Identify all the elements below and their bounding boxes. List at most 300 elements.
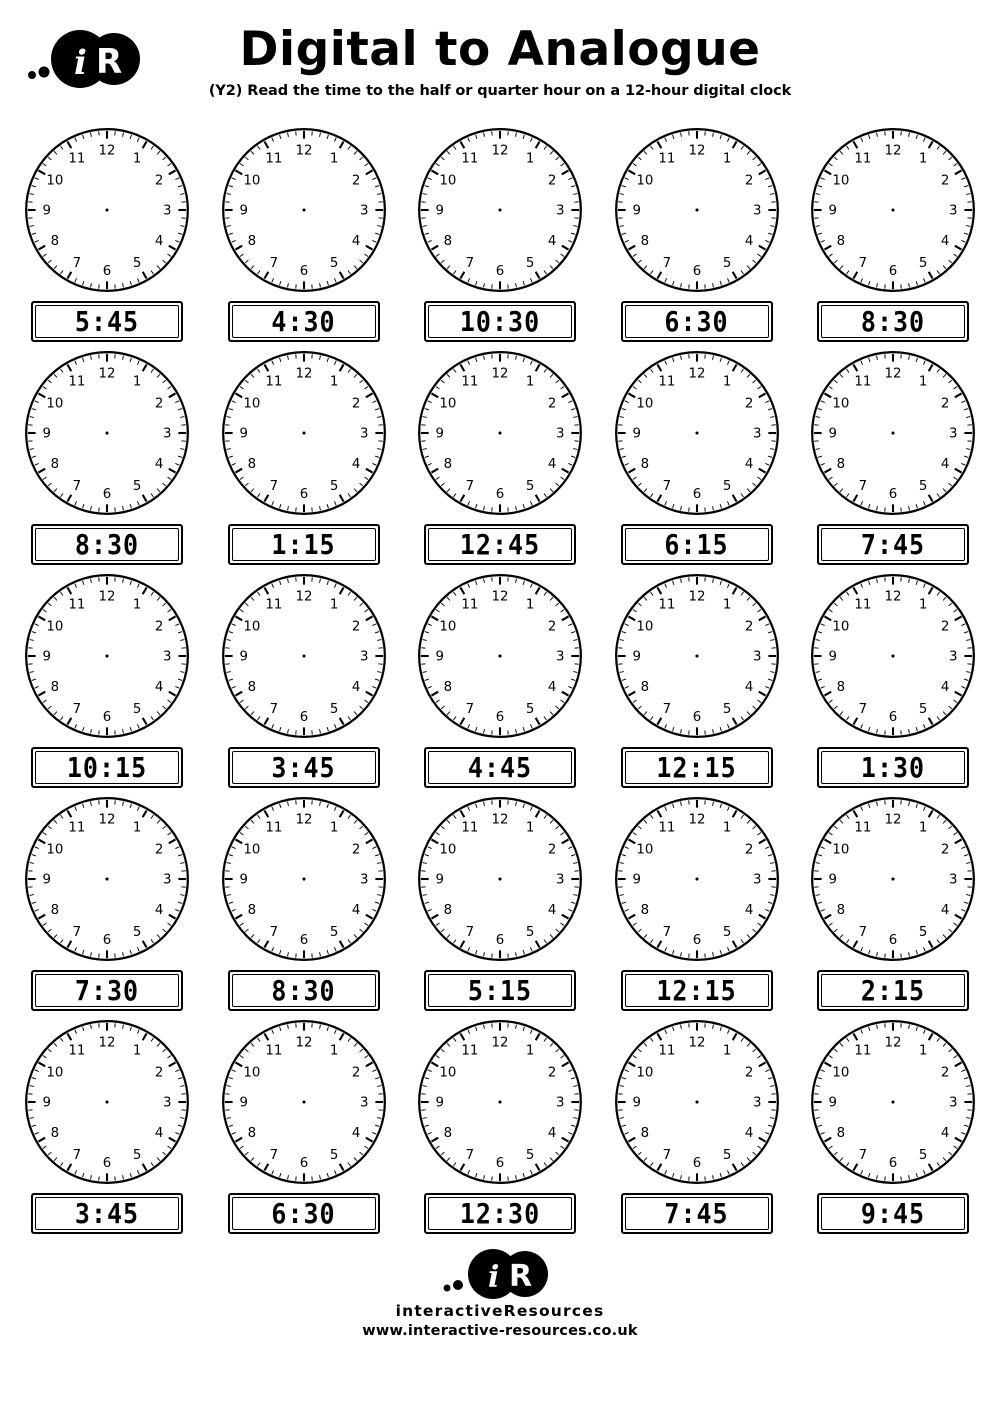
svg-text:7: 7 bbox=[465, 1147, 475, 1163]
svg-text:3: 3 bbox=[555, 426, 565, 442]
svg-text:11: 11 bbox=[461, 597, 479, 613]
svg-text:7: 7 bbox=[72, 255, 82, 271]
svg-text:6: 6 bbox=[299, 932, 308, 948]
svg-text:11: 11 bbox=[68, 1043, 86, 1059]
worksheet-row bbox=[18, 347, 982, 565]
svg-text:2: 2 bbox=[351, 396, 360, 412]
clock-face-svg bbox=[218, 1016, 390, 1188]
svg-text:8: 8 bbox=[443, 679, 453, 695]
clock-cell bbox=[804, 1016, 982, 1234]
svg-text:8: 8 bbox=[640, 456, 649, 472]
svg-text:1: 1 bbox=[525, 374, 535, 390]
digital-time-inner bbox=[35, 1197, 179, 1230]
svg-text:9: 9 bbox=[435, 649, 445, 665]
clock-face-svg bbox=[611, 124, 783, 296]
svg-text:8: 8 bbox=[836, 233, 846, 249]
svg-text:4: 4 bbox=[940, 679, 950, 695]
svg-text:7: 7 bbox=[858, 478, 868, 494]
svg-text:4: 4 bbox=[547, 1125, 557, 1141]
svg-text:9: 9 bbox=[239, 872, 248, 888]
svg-text:9: 9 bbox=[435, 426, 445, 442]
clock-face-svg bbox=[218, 570, 390, 742]
svg-text:10: 10 bbox=[635, 396, 653, 412]
svg-text:9: 9 bbox=[828, 426, 838, 442]
svg-text:11: 11 bbox=[657, 820, 675, 836]
analogue-clock-face[interactable] bbox=[218, 1016, 390, 1188]
page-footer bbox=[0, 1248, 1000, 1339]
svg-text:6: 6 bbox=[102, 932, 112, 948]
clock-face-svg bbox=[21, 1016, 193, 1188]
svg-text:3: 3 bbox=[752, 649, 761, 665]
analogue-clock-face[interactable] bbox=[807, 793, 979, 965]
svg-text:6: 6 bbox=[692, 486, 701, 502]
clock-face-svg bbox=[807, 793, 979, 965]
svg-text:2: 2 bbox=[351, 842, 360, 858]
svg-text:3: 3 bbox=[948, 426, 958, 442]
svg-text:11: 11 bbox=[68, 597, 86, 613]
digital-time-text: 4:30 bbox=[271, 305, 336, 338]
svg-text:10: 10 bbox=[439, 396, 457, 412]
svg-text:6: 6 bbox=[102, 486, 112, 502]
svg-text:11: 11 bbox=[264, 820, 282, 836]
svg-text:5: 5 bbox=[329, 924, 338, 940]
svg-text:12: 12 bbox=[884, 143, 902, 159]
clock-face-svg bbox=[807, 124, 979, 296]
clock-face-svg bbox=[218, 124, 390, 296]
digital-time-text: 3:45 bbox=[271, 751, 336, 784]
digital-time-display bbox=[424, 747, 576, 788]
svg-text:6: 6 bbox=[495, 486, 505, 502]
svg-text:7: 7 bbox=[269, 1147, 278, 1163]
analogue-clock-face[interactable] bbox=[218, 347, 390, 519]
digital-time-text: 5:45 bbox=[74, 305, 140, 338]
svg-text:10: 10 bbox=[635, 619, 653, 635]
svg-text:i: i bbox=[74, 43, 87, 83]
analogue-clock-face[interactable] bbox=[218, 124, 390, 296]
svg-text:10: 10 bbox=[439, 1065, 457, 1081]
svg-text:12: 12 bbox=[98, 366, 116, 382]
digital-time-inner bbox=[821, 528, 965, 561]
digital-time-inner bbox=[821, 751, 965, 784]
clock-face-svg bbox=[414, 793, 586, 965]
digital-time-inner bbox=[232, 1197, 376, 1230]
digital-time-inner bbox=[625, 974, 769, 1007]
clock-cell bbox=[608, 1016, 786, 1234]
svg-text:6: 6 bbox=[495, 1155, 505, 1171]
analogue-clock-face[interactable] bbox=[218, 793, 390, 965]
svg-text:11: 11 bbox=[461, 1043, 479, 1059]
svg-text:4: 4 bbox=[744, 456, 753, 472]
svg-text:10: 10 bbox=[832, 173, 850, 189]
clock-cell bbox=[804, 124, 982, 342]
digital-time-display bbox=[817, 747, 969, 788]
svg-text:3: 3 bbox=[359, 203, 368, 219]
svg-text:10: 10 bbox=[46, 173, 64, 189]
svg-text:4: 4 bbox=[940, 1125, 950, 1141]
svg-text:6: 6 bbox=[692, 1155, 701, 1171]
svg-text:10: 10 bbox=[832, 619, 850, 635]
footer-website-url[interactable]: www.interactive-resources.co.uk bbox=[362, 1323, 638, 1339]
svg-text:11: 11 bbox=[854, 820, 872, 836]
digital-time-text: 10:30 bbox=[459, 305, 541, 338]
svg-text:5: 5 bbox=[918, 255, 928, 271]
svg-text:8: 8 bbox=[443, 1125, 453, 1141]
digital-time-display bbox=[31, 1193, 183, 1234]
digital-time-text: 8:30 bbox=[271, 974, 336, 1007]
svg-text:11: 11 bbox=[264, 374, 282, 390]
svg-text:6: 6 bbox=[888, 932, 898, 948]
analogue-clock-face[interactable] bbox=[807, 124, 979, 296]
clock-face-svg bbox=[218, 793, 390, 965]
analogue-clock-face[interactable] bbox=[414, 793, 586, 965]
svg-text:4: 4 bbox=[940, 233, 950, 249]
svg-text:11: 11 bbox=[854, 597, 872, 613]
analogue-clock-face[interactable] bbox=[414, 1016, 586, 1188]
svg-text:12: 12 bbox=[295, 1035, 312, 1051]
svg-text:10: 10 bbox=[832, 396, 850, 412]
svg-text:6: 6 bbox=[692, 709, 701, 725]
svg-text:6: 6 bbox=[102, 709, 112, 725]
svg-text:5: 5 bbox=[722, 478, 731, 494]
svg-text:10: 10 bbox=[242, 173, 260, 189]
digital-time-text: 5:15 bbox=[467, 974, 533, 1007]
svg-text:11: 11 bbox=[854, 374, 872, 390]
svg-text:2: 2 bbox=[940, 619, 950, 635]
svg-text:4: 4 bbox=[940, 456, 950, 472]
clock-face-svg bbox=[611, 570, 783, 742]
svg-text:3: 3 bbox=[359, 426, 368, 442]
svg-text:3: 3 bbox=[555, 203, 565, 219]
digital-time-display bbox=[621, 1193, 773, 1234]
svg-text:6: 6 bbox=[495, 263, 505, 279]
svg-text:1: 1 bbox=[918, 374, 928, 390]
svg-text:9: 9 bbox=[632, 426, 641, 442]
svg-text:8: 8 bbox=[640, 902, 649, 918]
clock-cell bbox=[215, 347, 393, 565]
svg-text:9: 9 bbox=[828, 649, 838, 665]
digital-time-display bbox=[817, 970, 969, 1011]
svg-text:12: 12 bbox=[884, 1035, 902, 1051]
svg-text:4: 4 bbox=[351, 1125, 360, 1141]
svg-text:10: 10 bbox=[439, 842, 457, 858]
digital-time-inner bbox=[821, 305, 965, 338]
svg-text:12: 12 bbox=[98, 1035, 116, 1051]
digital-time-display bbox=[31, 524, 183, 565]
svg-text:5: 5 bbox=[329, 255, 338, 271]
clock-cell bbox=[215, 124, 393, 342]
svg-text:10: 10 bbox=[439, 173, 457, 189]
digital-time-display bbox=[621, 301, 773, 342]
svg-text:5: 5 bbox=[918, 478, 928, 494]
svg-text:4: 4 bbox=[744, 902, 753, 918]
clock-cell bbox=[608, 793, 786, 1011]
clock-face-svg bbox=[218, 347, 390, 519]
svg-text:7: 7 bbox=[465, 924, 475, 940]
clock-face-svg bbox=[414, 570, 586, 742]
clock-cell bbox=[18, 793, 196, 1011]
analogue-clock-face[interactable] bbox=[21, 570, 193, 742]
svg-text:2: 2 bbox=[547, 842, 557, 858]
analogue-clock-face[interactable] bbox=[611, 1016, 783, 1188]
svg-text:2: 2 bbox=[744, 1065, 753, 1081]
svg-text:9: 9 bbox=[632, 649, 641, 665]
svg-text:4: 4 bbox=[351, 456, 360, 472]
svg-text:9: 9 bbox=[632, 203, 641, 219]
svg-text:7: 7 bbox=[269, 924, 278, 940]
svg-text:6: 6 bbox=[888, 709, 898, 725]
svg-text:7: 7 bbox=[465, 255, 475, 271]
svg-text:8: 8 bbox=[247, 902, 256, 918]
svg-text:10: 10 bbox=[635, 842, 653, 858]
svg-text:12: 12 bbox=[688, 366, 705, 382]
svg-text:7: 7 bbox=[858, 924, 868, 940]
digital-time-display bbox=[621, 747, 773, 788]
svg-text:9: 9 bbox=[42, 203, 52, 219]
svg-text:4: 4 bbox=[154, 902, 164, 918]
svg-text:5: 5 bbox=[132, 255, 142, 271]
digital-time-inner bbox=[428, 305, 572, 338]
clock-face-svg bbox=[807, 1016, 979, 1188]
digital-time-text: 9:45 bbox=[860, 1197, 926, 1230]
svg-text:11: 11 bbox=[264, 151, 282, 167]
svg-text:6: 6 bbox=[299, 263, 308, 279]
digital-time-inner bbox=[232, 528, 376, 561]
clock-cell bbox=[411, 1016, 589, 1234]
analogue-clock-face[interactable] bbox=[21, 793, 193, 965]
svg-text:12: 12 bbox=[295, 143, 312, 159]
svg-text:i: i bbox=[488, 1260, 500, 1295]
svg-text:3: 3 bbox=[162, 1095, 172, 1111]
svg-text:12: 12 bbox=[884, 812, 902, 828]
digital-time-inner bbox=[232, 751, 376, 784]
svg-text:6: 6 bbox=[299, 709, 308, 725]
svg-text:2: 2 bbox=[940, 1065, 950, 1081]
digital-time-inner bbox=[428, 528, 572, 561]
worksheet-row bbox=[18, 1016, 982, 1234]
digital-time-text: 7:30 bbox=[74, 974, 140, 1007]
digital-time-text: 1:30 bbox=[860, 751, 926, 784]
digital-time-text: 8:30 bbox=[860, 305, 926, 338]
digital-time-text: 6:30 bbox=[271, 1197, 336, 1230]
svg-text:5: 5 bbox=[722, 924, 731, 940]
svg-text:4: 4 bbox=[154, 679, 164, 695]
svg-text:6: 6 bbox=[299, 1155, 308, 1171]
svg-text:4: 4 bbox=[351, 679, 360, 695]
digital-time-inner bbox=[625, 751, 769, 784]
svg-text:2: 2 bbox=[744, 173, 753, 189]
svg-text:10: 10 bbox=[46, 619, 64, 635]
analogue-clock-face[interactable] bbox=[21, 1016, 193, 1188]
analogue-clock-face[interactable] bbox=[611, 793, 783, 965]
analogue-clock-face[interactable] bbox=[611, 124, 783, 296]
digital-time-text: 8:30 bbox=[74, 528, 140, 561]
svg-text:3: 3 bbox=[555, 649, 565, 665]
svg-text:5: 5 bbox=[525, 478, 535, 494]
svg-text:8: 8 bbox=[836, 1125, 846, 1141]
svg-text:1: 1 bbox=[132, 597, 142, 613]
svg-text:2: 2 bbox=[547, 173, 557, 189]
digital-time-display bbox=[31, 747, 183, 788]
worksheet-row bbox=[18, 570, 982, 788]
svg-text:2: 2 bbox=[940, 173, 950, 189]
svg-text:9: 9 bbox=[239, 649, 248, 665]
svg-text:7: 7 bbox=[269, 478, 278, 494]
svg-text:3: 3 bbox=[162, 649, 172, 665]
svg-text:7: 7 bbox=[858, 1147, 868, 1163]
svg-text:8: 8 bbox=[247, 1125, 256, 1141]
svg-text:5: 5 bbox=[722, 701, 731, 717]
svg-text:3: 3 bbox=[359, 1095, 368, 1111]
svg-text:10: 10 bbox=[439, 619, 457, 635]
svg-text:8: 8 bbox=[640, 1125, 649, 1141]
clock-cell bbox=[18, 1016, 196, 1234]
svg-text:4: 4 bbox=[154, 456, 164, 472]
svg-text:7: 7 bbox=[72, 924, 82, 940]
svg-text:11: 11 bbox=[68, 151, 86, 167]
svg-text:9: 9 bbox=[828, 872, 838, 888]
digital-time-display bbox=[228, 301, 380, 342]
svg-text:5: 5 bbox=[132, 701, 142, 717]
digital-time-display bbox=[228, 970, 380, 1011]
svg-text:4: 4 bbox=[351, 233, 360, 249]
svg-text:1: 1 bbox=[132, 374, 142, 390]
clock-face-svg bbox=[611, 1016, 783, 1188]
svg-text:3: 3 bbox=[359, 872, 368, 888]
digital-time-display bbox=[228, 524, 380, 565]
digital-time-inner bbox=[35, 305, 179, 338]
analogue-clock-face[interactable] bbox=[807, 347, 979, 519]
svg-text:5: 5 bbox=[525, 255, 535, 271]
svg-text:2: 2 bbox=[744, 842, 753, 858]
clock-cell bbox=[411, 570, 589, 788]
svg-text:12: 12 bbox=[98, 812, 116, 828]
svg-text:9: 9 bbox=[435, 203, 445, 219]
svg-text:11: 11 bbox=[461, 151, 479, 167]
svg-text:3: 3 bbox=[948, 203, 958, 219]
clock-face-svg bbox=[414, 1016, 586, 1188]
digital-time-display bbox=[424, 970, 576, 1011]
svg-text:1: 1 bbox=[132, 151, 142, 167]
svg-text:7: 7 bbox=[465, 478, 475, 494]
svg-text:7: 7 bbox=[662, 478, 671, 494]
svg-text:11: 11 bbox=[657, 151, 675, 167]
svg-text:9: 9 bbox=[42, 872, 52, 888]
digital-time-text: 12:30 bbox=[459, 1197, 541, 1230]
svg-text:11: 11 bbox=[657, 597, 675, 613]
digital-time-display bbox=[228, 747, 380, 788]
svg-text:2: 2 bbox=[154, 396, 164, 412]
svg-text:12: 12 bbox=[295, 589, 312, 605]
svg-text:6: 6 bbox=[692, 932, 701, 948]
svg-text:1: 1 bbox=[918, 597, 928, 613]
svg-text:7: 7 bbox=[269, 255, 278, 271]
analogue-clock-face[interactable] bbox=[414, 570, 586, 742]
digital-time-display bbox=[424, 1193, 576, 1234]
svg-text:3: 3 bbox=[555, 1095, 565, 1111]
svg-text:2: 2 bbox=[744, 619, 753, 635]
svg-text:10: 10 bbox=[242, 396, 260, 412]
svg-text:2: 2 bbox=[154, 1065, 164, 1081]
clock-face-svg bbox=[807, 570, 979, 742]
svg-text:10: 10 bbox=[46, 396, 64, 412]
worksheet-grid bbox=[0, 118, 1000, 1234]
analogue-clock-face[interactable] bbox=[807, 570, 979, 742]
svg-text:1: 1 bbox=[329, 597, 338, 613]
svg-text:5: 5 bbox=[918, 701, 928, 717]
clock-face-svg bbox=[21, 793, 193, 965]
digital-time-text: 6:30 bbox=[664, 305, 729, 338]
analogue-clock-face[interactable] bbox=[414, 124, 586, 296]
svg-text:1: 1 bbox=[918, 1043, 928, 1059]
svg-text:12: 12 bbox=[295, 812, 312, 828]
analogue-clock-face[interactable] bbox=[611, 347, 783, 519]
svg-text:R: R bbox=[96, 42, 123, 82]
svg-text:5: 5 bbox=[132, 478, 142, 494]
svg-text:12: 12 bbox=[98, 143, 116, 159]
svg-text:12: 12 bbox=[884, 366, 902, 382]
svg-text:6: 6 bbox=[692, 263, 701, 279]
svg-text:10: 10 bbox=[832, 842, 850, 858]
svg-text:4: 4 bbox=[744, 679, 753, 695]
svg-text:1: 1 bbox=[329, 820, 338, 836]
svg-text:1: 1 bbox=[525, 1043, 535, 1059]
analogue-clock-face[interactable] bbox=[218, 570, 390, 742]
svg-text:9: 9 bbox=[828, 203, 838, 219]
digital-time-inner bbox=[625, 528, 769, 561]
svg-text:3: 3 bbox=[752, 203, 761, 219]
clock-face-svg bbox=[21, 570, 193, 742]
svg-text:2: 2 bbox=[351, 1065, 360, 1081]
clock-cell bbox=[215, 1016, 393, 1234]
svg-text:8: 8 bbox=[50, 902, 60, 918]
analogue-clock-face[interactable] bbox=[21, 124, 193, 296]
digital-time-display bbox=[817, 1193, 969, 1234]
svg-text:4: 4 bbox=[351, 902, 360, 918]
clock-cell bbox=[18, 124, 196, 342]
svg-text:8: 8 bbox=[836, 456, 846, 472]
analogue-clock-face[interactable] bbox=[807, 1016, 979, 1188]
svg-text:11: 11 bbox=[68, 820, 86, 836]
digital-time-text: 1:15 bbox=[271, 528, 336, 561]
clock-face-svg bbox=[21, 347, 193, 519]
clock-cell bbox=[18, 570, 196, 788]
svg-text:10: 10 bbox=[832, 1065, 850, 1081]
digital-time-text: 4:45 bbox=[467, 751, 533, 784]
digital-time-inner bbox=[428, 974, 572, 1007]
svg-text:9: 9 bbox=[42, 426, 52, 442]
digital-time-text: 7:45 bbox=[860, 528, 926, 561]
svg-text:12: 12 bbox=[688, 589, 705, 605]
svg-text:4: 4 bbox=[154, 1125, 164, 1141]
svg-text:11: 11 bbox=[461, 374, 479, 390]
svg-text:1: 1 bbox=[525, 597, 535, 613]
digital-time-inner bbox=[35, 751, 179, 784]
analogue-clock-face[interactable] bbox=[21, 347, 193, 519]
svg-text:4: 4 bbox=[744, 1125, 753, 1141]
footer-brand-logo-icon bbox=[435, 1248, 565, 1300]
svg-text:4: 4 bbox=[744, 233, 753, 249]
svg-text:10: 10 bbox=[242, 619, 260, 635]
svg-text:5: 5 bbox=[329, 1147, 338, 1163]
svg-text:12: 12 bbox=[688, 143, 705, 159]
svg-text:1: 1 bbox=[918, 151, 928, 167]
analogue-clock-face[interactable] bbox=[414, 347, 586, 519]
svg-text:3: 3 bbox=[752, 426, 761, 442]
digital-time-text: 10:15 bbox=[66, 751, 148, 784]
svg-text:8: 8 bbox=[836, 902, 846, 918]
analogue-clock-face[interactable] bbox=[611, 570, 783, 742]
svg-text:4: 4 bbox=[547, 902, 557, 918]
